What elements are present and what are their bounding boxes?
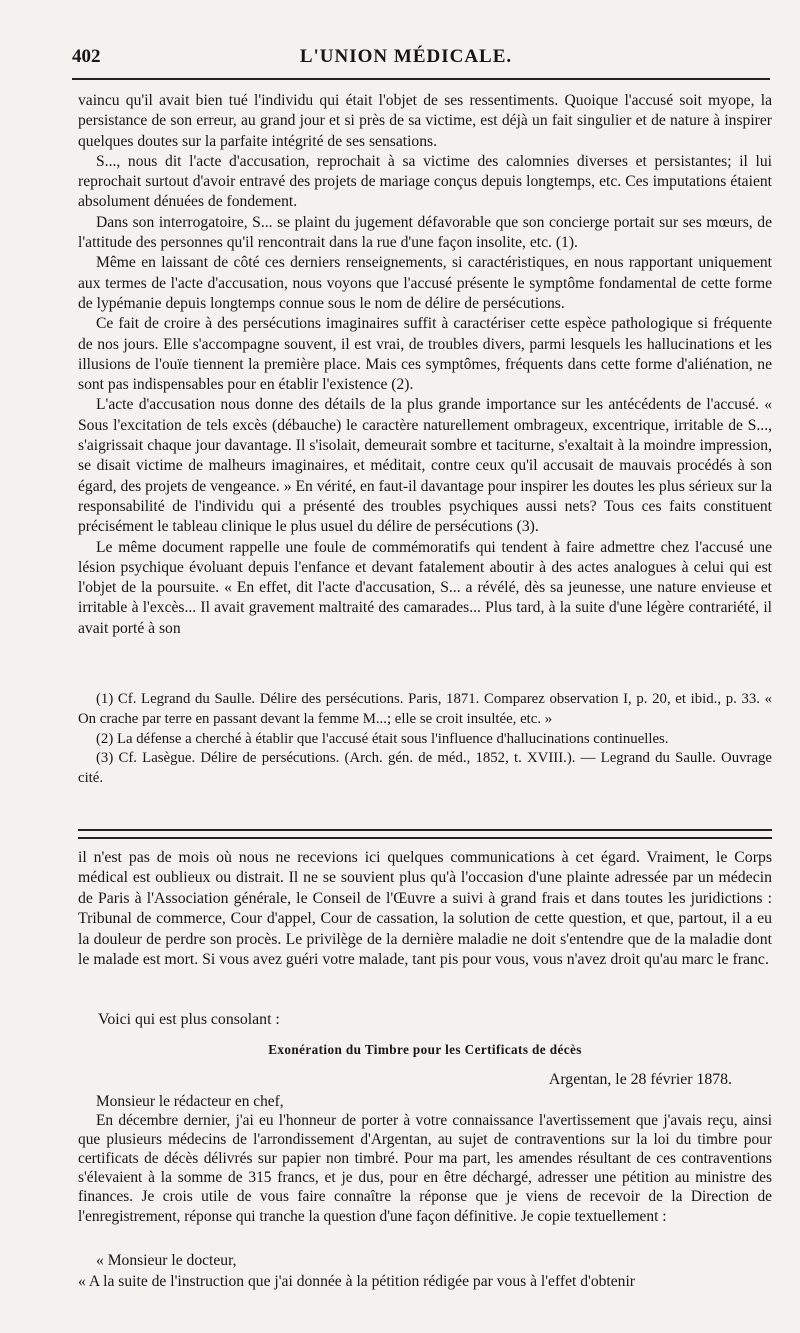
letter-salutation: Monsieur le rédacteur en chef,: [96, 1093, 284, 1110]
footnote: (3) Cf. Lasègue. Délire de persécutions. (Arch. gén. de méd., 1852, t. XVIII.). — Legrand du Saulle. Ouvrage cité.: [78, 750, 772, 787]
footnote: (1) Cf. Legrand du Saulle. Délire des persécutions. Paris, 1871. Comparez observation I, p. 20, et ibid., p. 33. « On crache par terre en passant devant la femme M...; elle se croit insultée, etc. »: [78, 691, 772, 727]
header-rule: [72, 78, 770, 80]
section-title: Exonération du Timbre pour les Certificats de décès: [268, 1042, 582, 1057]
feuilleton-body: [78, 848, 772, 970]
quote-salutation: « Monsieur le docteur,: [96, 1252, 237, 1269]
letter: [78, 1092, 772, 1226]
body-paragraph: vaincu qu'il avait bien tué l'individu qui était l'objet de ses ressentiments. Quoique l'accusé soit myope, la persistance de son erreur, au grand jour et si près de sa victime, est déjà un fait singulier et de nature à inspirer quelques doutes sur la parfaite intégrité de ses sensations.: [78, 92, 772, 150]
running-header: [72, 44, 740, 74]
article-body: [78, 91, 772, 639]
body-paragraph: S..., nous dit l'acte d'accusation, reprochait à sa victime des calomnies diverses et persistantes; il lui reprochait surtout d'avoir entravé des projets de mariage conçus depuis longtemps, etc. Ces imputations étaient absolument dénuées de fondement.: [78, 152, 772, 211]
body-paragraph: L'acte d'accusation nous donne des détails de la plus grande importance sur les antécédents de l'accusé. « Sous l'excitation de tels excès (débauche) le caractère naturellement ombrageux, excentrique, irritable de S..., s'aigrissait chaque jour davantage. Il s'isolait, demeurait sombre et taciturne, s'exaltait à la moindre impression, se disait victime de malheurs imaginaires, et méditait, contre ceux qu'il accusait de mauvais procédés à son égard, des projets de vengeance. » En vérité, en faut-il davantage pour inspirer les doutes les plus sérieux sur la responsabilité de l'individu qui a présenté des troubles psychiques aussi nets? Tous ces faits constituent précisément le tableau clinique le plus usuel du délire de persécutions (3).: [78, 396, 772, 536]
body-paragraph: Dans son interrogatoire, S... se plaint du jugement défavorable que son concierge portait sur ses mœurs, de l'attitude des personnes qu'il rencontrait dans la rue d'une façon insolite, etc. (1).: [78, 213, 772, 252]
footnote: (2) La défense a cherché à établir que l'accusé était sous l'influence d'hallucinations continuelles.: [96, 730, 669, 747]
feuilleton-separator: [78, 829, 772, 839]
feuilleton-paragraph: il n'est pas de mois où nous ne recevions ici quelques communications à cet égard. Vraiment, le Corps médical est oublieux ou distrait. Il ne se souvient plus qu'à l'occasion d'une plainte adressée par un médecin de Paris à l'Association générale, le Conseil de l'Œuvre a suivi à grand frais et dans toutes les juridictions : Tribunal de commerce, Cour d'appel, Cour de cassation, la solution de cette question, et que, partout, il a eu la douleur de perdre son procès. Le privilège de la dernière maladie ne doit s'entendre que de la maladie dont le malade est mort. Si vous avez guéri votre malade, tant pis pour vous, vous n'avez droit qu'au marc le franc.: [78, 849, 772, 969]
footnotes: [78, 690, 772, 789]
body-paragraph: Même en laissant de côté ces derniers renseignements, si caractéristiques, en nous rapportant uniquement aux termes de l'acte d'accusation, nous voyons que l'accusé présente le symptôme fondamental de cette forme de lypémanie depuis longtemps connue sous le nom de délire de persécutions.: [78, 254, 772, 312]
running-title: L'UNION MÉDICALE.: [299, 46, 513, 67]
body-paragraph: Ce fait de croire à des persécutions imaginaires suffit à caractériser cette espèce pathologique si fréquente de nos jours. Elle s'accompagne souvent, il est vrai, de troubles divers, parmi lesquels les hallucinations et les illusions de l'ouïe tiennent la première place. Mais ces symptômes, fréquents dans cette forme d'aliénation, ne sont pas indispensables pour en établir l'existence (2).: [78, 315, 772, 394]
dateline: Argentan, le 28 février 1878.: [548, 1071, 732, 1088]
letter-paragraph: En décembre dernier, j'ai eu l'honneur de porter à votre connaissance l'avertissement que j'avais reçu, ainsi que plusieurs médecins de l'arrondissement d'Argentan, au sujet de contraventions sur la loi du timbre pour certificats de décès délivrés sur papier non timbré. Pour ma part, les amendes résultant de ces contraventions s'élevaient à la somme de 315 francs, et je dus, pour en être déchargé, adresser une pétition au ministre des finances. Je crois utile de vous faire connaître la réponse que je viens de recevoir de la Direction de l'enregistrement, réponse qui tranche la question d'une façon définitive. Je copie textuellement :: [78, 1112, 772, 1225]
page-number: 402: [72, 46, 101, 67]
quoted-reply: [78, 1250, 772, 1292]
body-paragraph: Le même document rappelle une foule de commémoratifs qui tendent à faire admettre chez l'accusé une lésion psychique évoluant depuis l'enfance et devant fatalement aboutir à des actes analogues à celui qui est l'objet de la poursuite. « En effet, dit l'acte d'accusation, S... a révélé, dès sa jeunesse, une nature envieuse et irritable à l'excès... Il avait gravement maltraité des camarades... Plus tard, à la suite d'une légère contrariété, il avait porté à son: [78, 538, 772, 637]
quote-line: « A la suite de l'instruction que j'ai donnée à la pétition rédigée par vous à l'effet d'obtenir: [78, 1273, 636, 1290]
consolant-line: Voici qui est plus consolant :: [98, 1011, 280, 1028]
